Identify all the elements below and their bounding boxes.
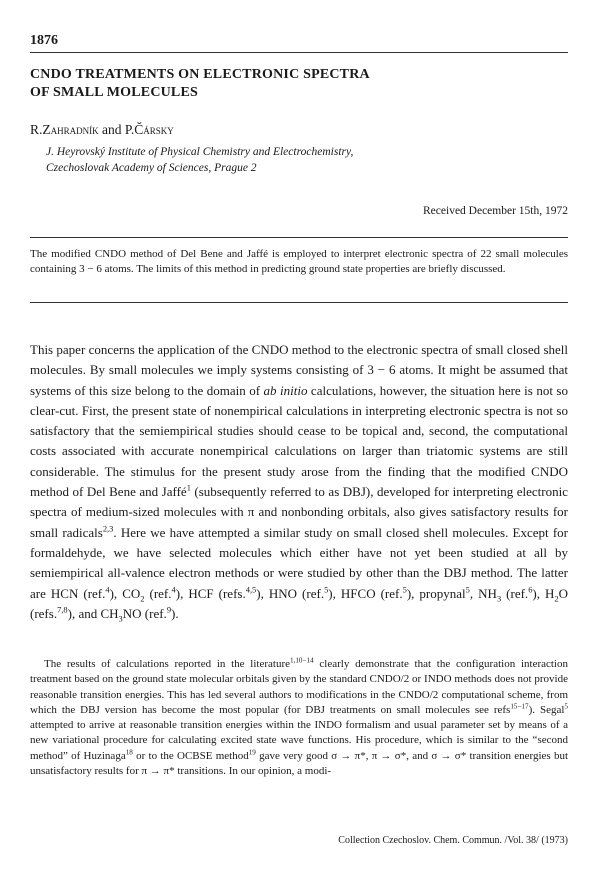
affiliation-line-2: Czechoslovak Academy of Sciences, Prague 2 xyxy=(46,162,257,174)
author-1-surname: Zahradník xyxy=(42,122,99,137)
received-date: Received December 15th, 1972 xyxy=(423,205,568,217)
authors-conjunction: and xyxy=(98,122,125,137)
journal-footer: Collection Czechoslov. Chem. Commun. /Vol. 38/ (1973) xyxy=(338,835,568,846)
title-line-1: CNDO TREATMENTS ON ELECTRONIC SPECTRA xyxy=(30,67,370,82)
authors xyxy=(30,122,174,138)
abstract-top-rule xyxy=(30,237,568,238)
affiliation-line-1: J. Heyrovský Institute of Physical Chemistry and Electrochemistry, xyxy=(46,146,354,158)
body-paragraph-2: The results of calculations reported in the literature$^{1,10-14}$ clearly demonstrate that the configuration interaction treatment based on the ground state molecular orbitals given by the standard CNDO/2 or INDO methods does not provide reasonable transition energies. This has led several authors to modifications in the CNDO/2 computational scheme, from which the DBJ version has become the most popular (for DBJ treatments on small molecules see refs$^{15-17}$). Segal$^5$ attempted to arrive at reasonable transition energies within the INDO formalism and usual parameter set by means of a new variational procedure for calculating excited state wave functions. His procedure, which is similar to the “second method” of Huzinaga$^{18}$ or to the OCBSE method$^{19}$ gave very good σ → π*, π → σ*, and σ → σ* transition energies but unsatisfactory results for π → π* transitions. In our opinion, a modi- xyxy=(30,656,569,778)
article-title xyxy=(30,66,550,102)
abstract-bottom-rule xyxy=(30,302,568,303)
body-paragraph-1: This paper concerns the application of the CNDO method to the electronic spectra of small closed shell molecules. By small molecules we imply systems consisting of 3 − 6 atoms. It might be assumed that systems of this size belong to the domain of ab initio calculations, however, the situation here is not so clear-cut. First, the present state of nonempirical calculations in interpreting electronic spectra is not so satisfactory that the semiempirical studies should cease to be topical and, second, the computational costs associated with accurate nonempirical calculations on larger than triatomic systems are still considerable. The stimulus for the present study arose from the finding that the modified CNDO method of Del Bene and Jaffé$^1$ (subsequently referred to as DBJ), developed for interpreting electronic spectra of medium-sized molecules with π and nonbonding orbitals, also gives satisfactory results for small radicals$^{2,3}$. Here we have attempted a similar study on small closed shell molecules. Except for formaldehyde, we have selected molecules which either have not yet been studied at all by semiempirical all-valence electron methods or were studied by other than the DBJ method. The latter are HCN (ref.$^4$), $CO_2$ (ref.$^4$), HCF (refs.$^{4,5}$), HNO (ref.$^5$), HFCO (ref.$^5$), propynal$^5$, $NH_3$ (ref.$^6$), $H_2O$ (refs.$^{7,8}$), and $CH_3NO$ (ref.$^9$). xyxy=(30,342,569,624)
affiliation xyxy=(46,144,546,176)
author-2-surname: Čársky xyxy=(134,122,174,137)
author-2-initial: P. xyxy=(124,122,135,137)
header-rule xyxy=(30,52,568,53)
abstract: The modified CNDO method of Del Bene and Jaffé is employed to interpret electronic spectra of 22 small molecules containing 3 − 6 atoms. The limits of this method in predicting ground state properties are briefly discussed. xyxy=(30,248,568,276)
author-1-initial: R. xyxy=(30,122,43,137)
page-number: 1876 xyxy=(30,33,58,48)
title-line-2: OF SMALL MOLECULES xyxy=(30,85,198,100)
